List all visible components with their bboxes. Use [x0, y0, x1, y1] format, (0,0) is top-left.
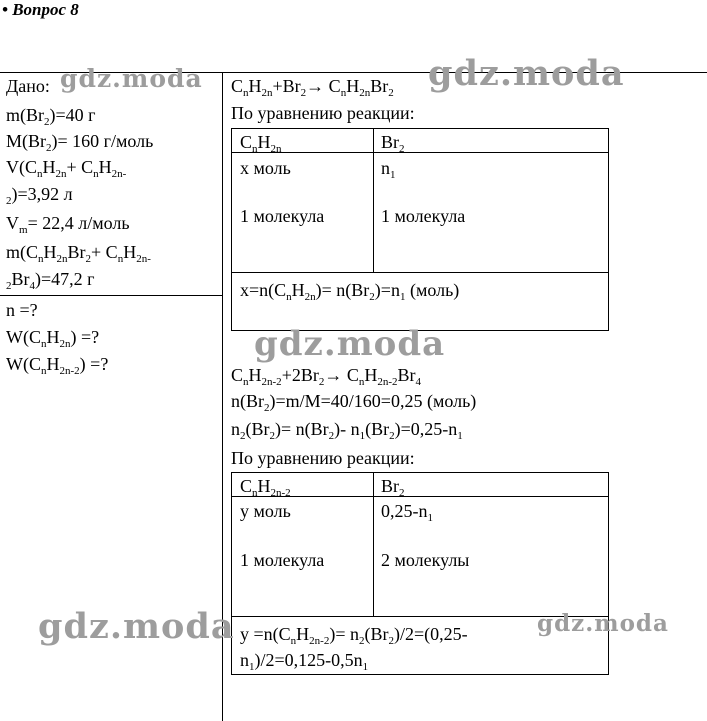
question-title: • Вопрос 8 — [2, 0, 79, 19]
table-1-result: $x=n(C_nH_{2n})= n(Br_2)=n_1$ (моль) — [240, 280, 460, 303]
given-mass-br2: $m(Br_2)=40$ г — [6, 105, 96, 128]
table-2-cell-molecule-b: 2 молекулы — [381, 550, 470, 570]
table-2-cell-br2-amount: $0,25-n_1$ — [381, 501, 433, 524]
table-1-cell-x-mol: x моль — [240, 158, 291, 178]
find-n: n =? — [6, 300, 38, 320]
watermark-2: gdz.moda — [428, 53, 625, 94]
table-1-header-br2: $Br_2$ — [381, 132, 405, 155]
table-2-cell-y-mol: y моль — [240, 501, 291, 521]
table-2-header-br2: $Br_2$ — [381, 476, 405, 499]
table-1-cell-molecule-b: 1 молекула — [381, 206, 466, 226]
calc-n-br2: $n(Br_2)=m/M=40/160=0,25$ (моль) — [231, 391, 477, 414]
find-w-alkene: $W(C_nH_{2n})$ =? — [6, 327, 100, 350]
table-1-cell-molecule-a: 1 молекула — [240, 206, 325, 226]
table-2-result-line2: $n_1)/2=0,125-0,5n_1$ — [240, 650, 369, 673]
given-find-divider — [0, 295, 222, 296]
calc-n2-br2: $n_2(Br_2)= n(Br_2)-$ $n_1(Br_2)=0,25-n_1$ — [231, 419, 463, 442]
watermark-4: gdz.moda — [38, 606, 235, 647]
table-2-result-line1: $y =n(C_nH_{2n-2})= n_2(Br_2)/2=(0,25-$ — [240, 624, 468, 647]
table-1-cell-n1: $n_1$ — [381, 158, 396, 181]
table-2-header-alkyne: $C_nH_{2n-2}$ — [240, 476, 291, 499]
table-2-cell-molecule-a: 1 молекула — [240, 550, 325, 570]
by-equation-label-1: По уравнению реакции: — [231, 103, 415, 123]
watermark-5: gdz.moda — [537, 610, 669, 637]
given-mass-products-line2: $_2Br_4)=47,2$ г — [6, 269, 95, 292]
given-vm: $V_m= 22,4$ л/моль — [6, 213, 130, 236]
given-molar-br2: $M(Br_2)= 160$ г/моль — [6, 131, 154, 154]
watermark-1: gdz.moda — [60, 64, 203, 93]
find-w-alkyne: $W(C_nH_{2n-2})$ =? — [6, 354, 109, 377]
given-label: Дано: — [6, 76, 50, 96]
table-1-header-alkene: $C_nH_{2n}$ — [240, 132, 282, 155]
given-volume-line2: $_2$)=3,92 л — [6, 184, 73, 207]
given-volume-line1: $V(C_nH_{2n}+ C_nH_{2n-}$ — [6, 157, 127, 180]
reaction-2-equation: $C_nH_{2n-2}+2Br_2\to C_nH_{2n-2}Br_4$ — [231, 365, 422, 388]
given-mass-products-line1: $m(C_nH_{2n}Br_2+ C_nH_{2n-}$ — [6, 242, 151, 265]
reaction-1-equation: $C_nH_{2n}+Br_2\to C_nH_{2n}Br_2$ — [231, 76, 394, 99]
by-equation-label-2: По уравнению реакции: — [231, 448, 415, 468]
watermark-3: gdz.moda — [254, 324, 446, 364]
